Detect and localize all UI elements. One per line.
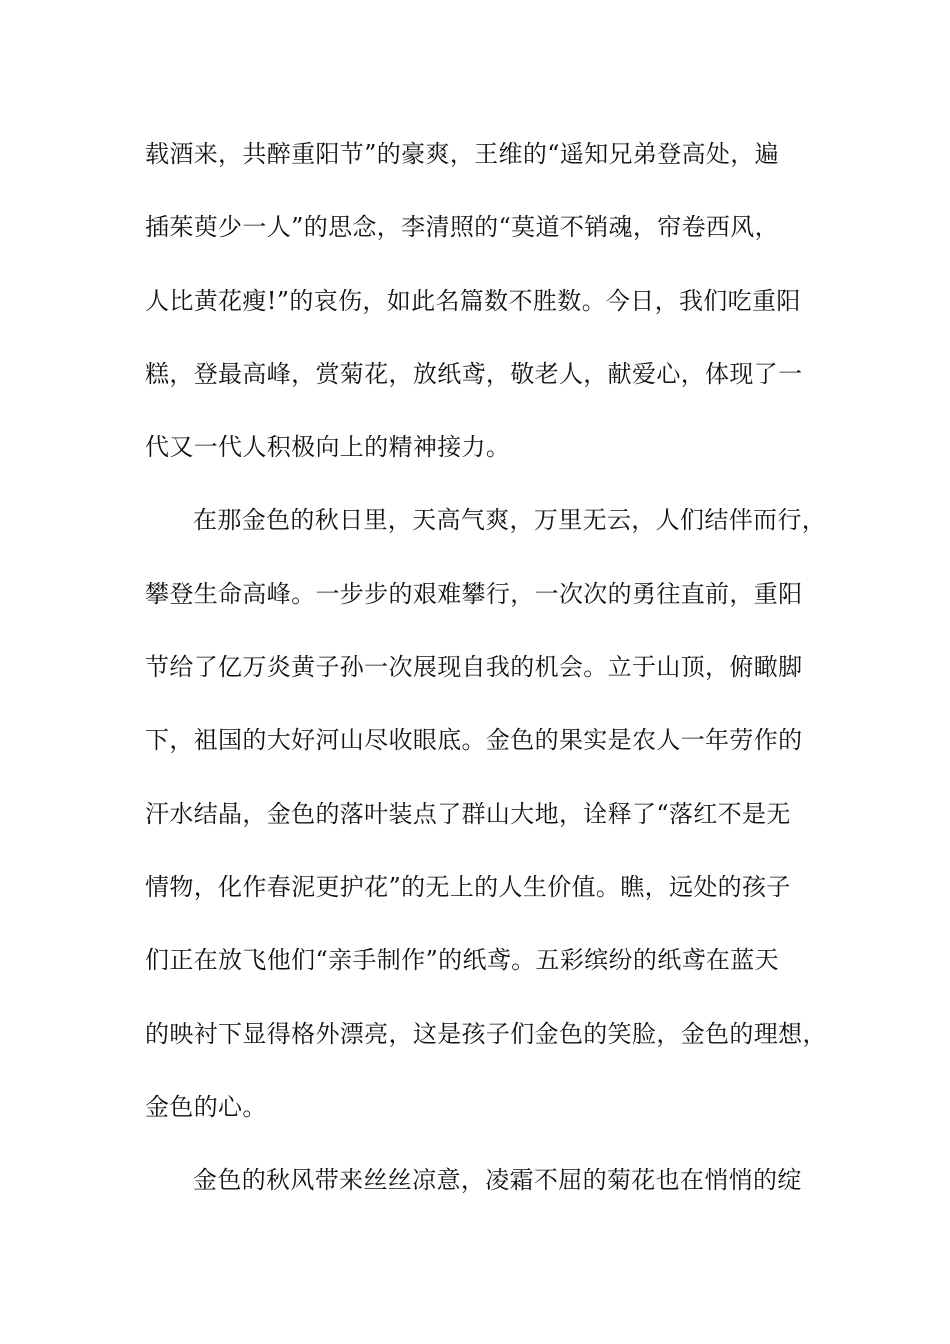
paragraph-start-line: 金色的秋风带来丝丝凉意，凌霜不屈的菊花也在悄悄的绽 [193,1166,802,1195]
text-line: 代又一代人积极向上的精神接力。 [145,433,511,462]
text-line: 金色的心。 [145,1092,267,1121]
text-line: 节给了亿万炎黄子孙一次展现自我的机会。立于山顶，俯瞰脚 [145,653,803,682]
text-line: 的映衬下显得格外漂亮，这是孩子们金色的笑脸，金色的理想， [145,1019,827,1048]
text-line: 插茱萸少一人”的思念，李清照的“莫道不销魂，帘卷西风， [145,213,779,242]
text-line: 糕，登最高峰，赏菊花，放纸鸢，敬老人，献爱心，体现了一 [145,359,803,388]
paragraph-start-line: 在那金色的秋日里，天高气爽，万里无云，人们结伴而行， [193,506,827,535]
text-line: 们正在放飞他们“亲手制作”的纸鸢。五彩缤纷的纸鸢在蓝天 [145,946,779,975]
text-line: 下，祖国的大好河山尽收眼底。金色的果实是农人一年劳作的 [145,726,803,755]
text-line: 攀登生命高峰。一步步的艰难攀行，一次次的勇往直前，重阳 [145,579,803,608]
text-line: 汗水结晶，金色的落叶装点了群山大地，诠释了“落红不是无 [145,799,791,828]
text-line: 人比黄花瘦!”的哀伤，如此名篇数不胜数。今日，我们吃重阳 [145,286,801,315]
text-line: 情物，化作春泥更护花”的无上的人生价值。瞧，远处的孩子 [145,872,791,901]
text-line: 载酒来，共醉重阳节”的豪爽，王维的“遥知兄弟登高处，遍 [145,140,779,168]
body-text [145,126,825,1225]
